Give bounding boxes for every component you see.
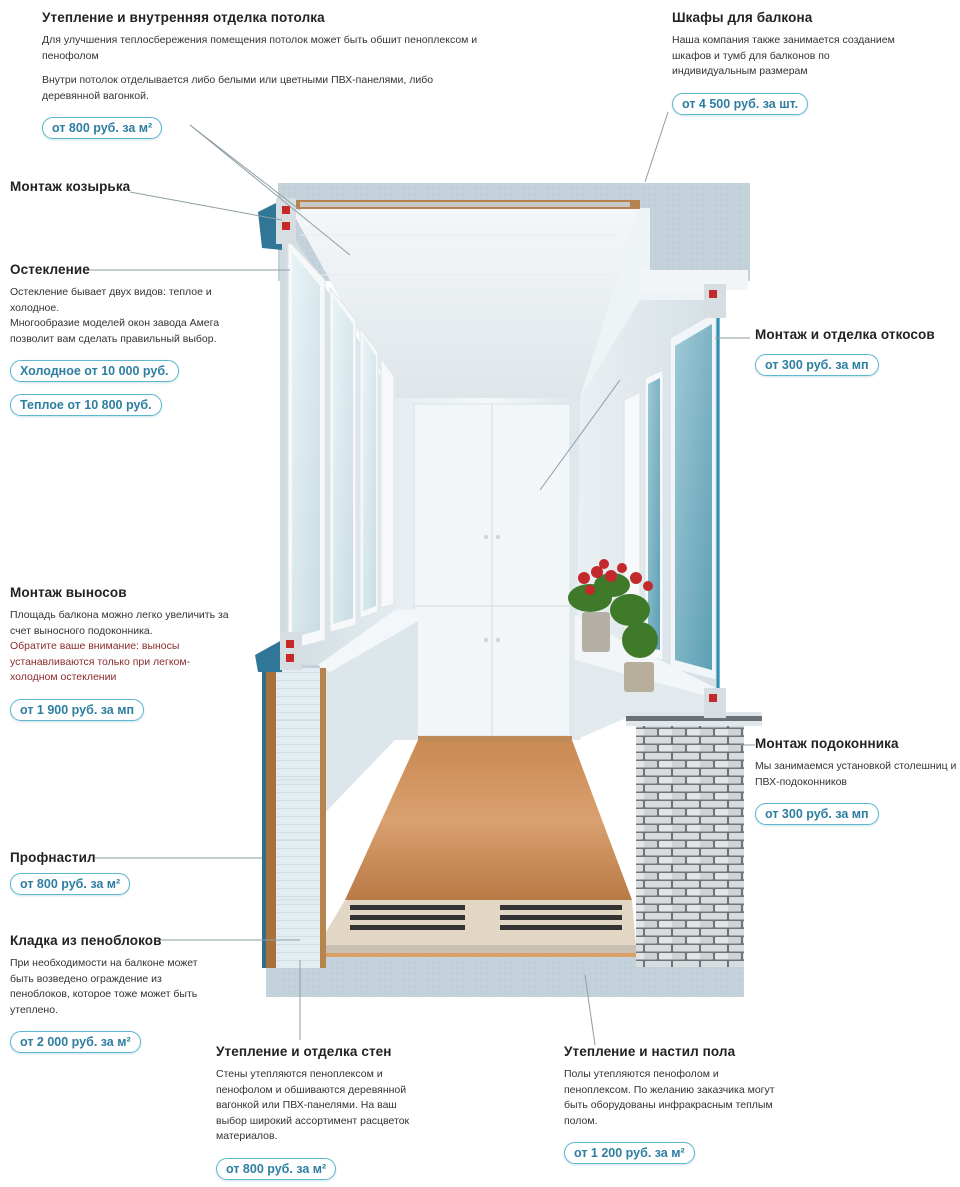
- glazing-price-warm[interactable]: Теплое от 10 800 руб.: [10, 394, 162, 416]
- brick-wall: [626, 712, 762, 967]
- extension-title: Монтаж выносов: [10, 585, 127, 600]
- slopes-title: Монтаж и отделка откосов: [755, 327, 935, 342]
- extension-text: Площадь балкона можно легко увеличить за счет выносного подоконника.: [10, 609, 229, 637]
- canopy-title: Монтаж козырька: [10, 179, 131, 194]
- ceiling-text-1: Для улучшения теплосбережения помещения потолок может быть обшит пеноплексом и пенофолом: [42, 34, 478, 62]
- floor-callout: [564, 1044, 779, 1170]
- floor-price[interactable]: от 1 200 руб. за м²: [564, 1142, 695, 1164]
- glazing-callout: [10, 262, 232, 422]
- glazing-text-2: Многообразие моделей окон завода Амега позволит вам сделать правильный выбор.: [10, 317, 220, 345]
- canopy: [258, 198, 296, 250]
- sill-title: Монтаж подоконника: [755, 736, 899, 751]
- floor-title: Утепление и настил пола: [564, 1044, 736, 1059]
- blocks-text: При необходимости на балконе может быть возведено ограждение из пеноблоков, которое тоже может быть утеплено.: [10, 957, 198, 1016]
- cabinets-title: Шкафы для балкона: [672, 10, 813, 25]
- glazing-price-cold[interactable]: Холодное от 10 000 руб.: [10, 360, 179, 382]
- ceiling-price[interactable]: от 800 руб. за м²: [42, 117, 162, 139]
- glazing-text-1: Остекление бывает двух видов: теплое и холодное.: [10, 286, 212, 314]
- cabinets-callout: [672, 10, 912, 121]
- walls-price[interactable]: от 800 руб. за м²: [216, 1158, 336, 1180]
- slopes-callout: [755, 327, 960, 382]
- extension-frame: [255, 632, 302, 672]
- blocks-callout: [10, 933, 215, 1059]
- profsheet-price[interactable]: от 800 руб. за м²: [10, 873, 130, 895]
- cabinets-price[interactable]: от 4 500 руб. за шт.: [672, 93, 808, 115]
- ceiling-callout: [42, 10, 482, 145]
- blocks-price[interactable]: от 2 000 руб. за м²: [10, 1031, 141, 1053]
- extension-price[interactable]: от 1 900 руб. за мп: [10, 699, 144, 721]
- floor-text: Полы утепляются пенофолом и пеноплексом. По желанию заказчика могут быть оборудованы инфракрасным теплым полом.: [564, 1068, 775, 1127]
- extension-warning: Обратите ваше внимание: выносы устанавливаются только при легком-холодном остеклении: [10, 640, 191, 683]
- walls-title: Утепление и отделка стен: [216, 1044, 392, 1059]
- glazing-title: Остекление: [10, 262, 90, 277]
- back-wall: [395, 398, 580, 740]
- walls-text: Стены утепляются пеноплексом и пенофолом и обшиваются деревянной вагонкой или ПВХ-панелями. На ваш выбор широкий ассортимент расцветок материалов.: [216, 1068, 410, 1142]
- walls-callout: [216, 1044, 426, 1186]
- right-frame-top: [704, 284, 726, 318]
- right-frame-bottom: [704, 688, 726, 718]
- sill-text: Мы занимаемся установкой столешниц и ПВХ-подоконников: [755, 760, 957, 788]
- cabinets-text: Наша компания также занимается созданием шкафов и тумб для балконов по индивидуальным размерам: [672, 34, 895, 77]
- ceiling-title: Утепление и внутренняя отделка потолка: [42, 10, 325, 25]
- profsheet-callout: [10, 850, 190, 901]
- foam-block-wall: [262, 668, 326, 968]
- blocks-title: Кладка из пеноблоков: [10, 933, 162, 948]
- sill-callout: [755, 736, 960, 831]
- extension-callout: [10, 585, 232, 727]
- ceiling-text-2: Внутри потолок отделывается либо белыми или цветными ПВХ-панелями, либо деревянной вагонкой.: [42, 74, 434, 102]
- sill-price[interactable]: от 300 руб. за мп: [755, 803, 879, 825]
- canopy-callout: [10, 179, 190, 202]
- profsheet-title: Профнастил: [10, 850, 96, 865]
- slopes-price[interactable]: от 300 руб. за мп: [755, 354, 879, 376]
